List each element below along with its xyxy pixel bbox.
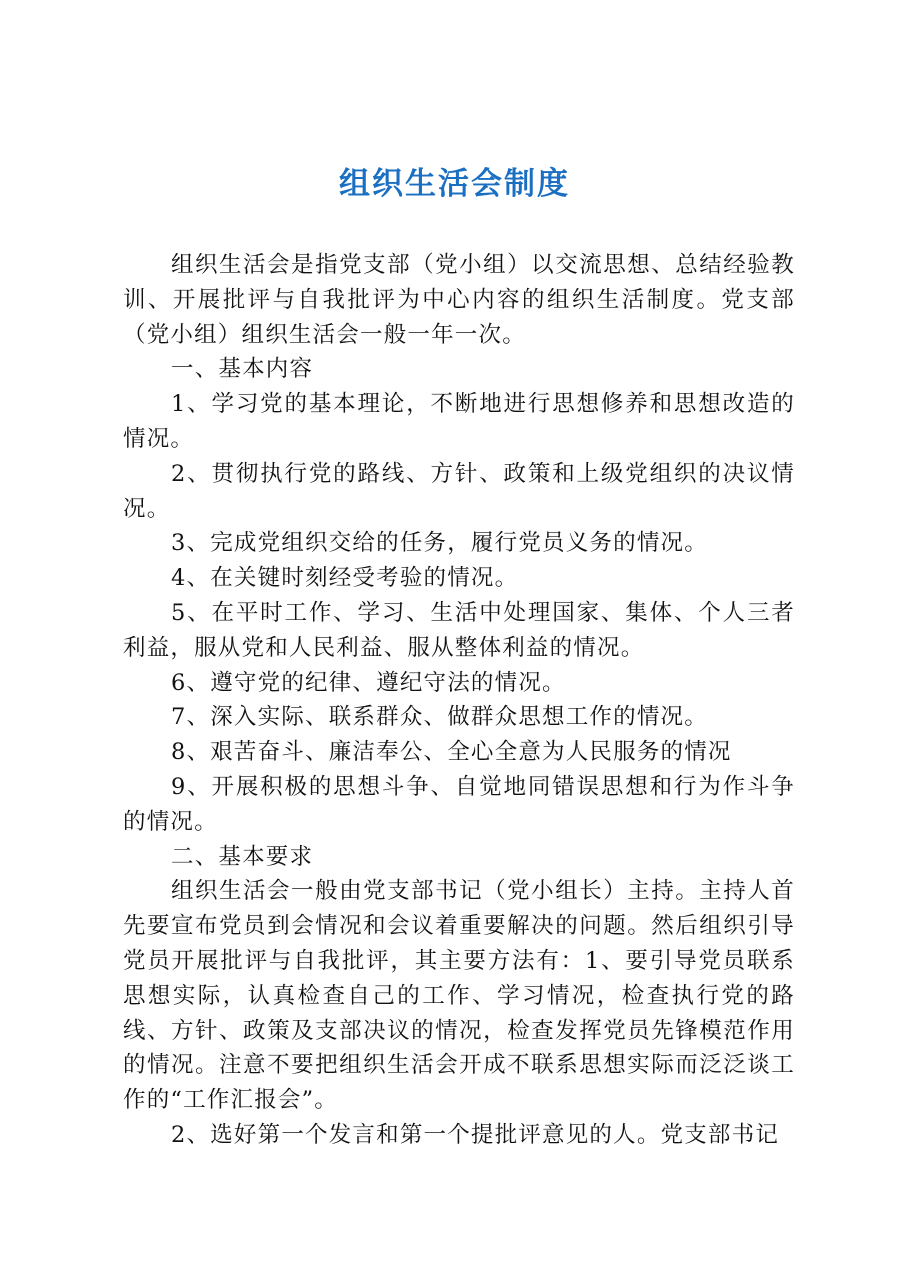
requirements-item-2: 2、选好第一个发言和第一个提批评意见的人。党支部书记 bbox=[171, 1121, 780, 1148]
content-item-4: 4、在关键时刻经受考验的情况。 bbox=[171, 565, 519, 592]
intro-paragraph: 组织生活会是指党支部（党小组）以交流思想、总结经验教训、开展批评与自我批评为中心内容的组织生活制度。党支部（党小组）组织生活会一般一年一次。 bbox=[123, 252, 795, 348]
document-title: 组织生活会制度 bbox=[339, 166, 570, 202]
section-heading-basic-content: 一、基本内容 bbox=[171, 356, 314, 383]
content-item-8: 8、艰苦奋斗、廉洁奉公、全心全意为人民服务的情况 bbox=[171, 739, 732, 766]
content-item-7: 7、深入实际、联系群众、做群众思想工作的情况。 bbox=[171, 704, 708, 731]
content-item-1: 1、学习党的基本理论，不断地进行思想修养和思想改造的情况。 bbox=[123, 391, 795, 452]
content-item-6: 6、遵守党的纪律、遵纪守法的情况。 bbox=[171, 669, 566, 696]
content-item-2: 2、贯彻执行党的路线、方针、政策和上级党组织的决议情况。 bbox=[123, 460, 795, 522]
content-item-3: 3、完成党组织交给的任务，履行党员义务的情况。 bbox=[171, 530, 708, 557]
document-body bbox=[123, 248, 795, 1153]
requirements-paragraph: 组织生活会一般由党支部书记（党小组长）主持。主持人首先要宣布党员到会情况和会议着重要解决的问题。然后组织引导党员开展批评与自我批评，其主要方法有：1、要引导党员联系思想实际，认真检查自己的工作、学习情况，检查执行党的路线、方针、政策及支部决议的情况，检查发挥党员先锋模范作用的情况。注意不要把组织生活会开成不联系思想实际而泛泛谈工作的“工作汇报会”。 bbox=[123, 878, 795, 1114]
section-heading-basic-requirements: 二、基本要求 bbox=[171, 843, 314, 870]
content-item-9: 9、开展积极的思想斗争、自觉地同错误思想和行为作斗争的情况。 bbox=[123, 773, 795, 835]
content-item-5: 5、在平时工作、学习、生活中处理国家、集体、个人三者利益，服从党和人民利益、服从整体利益的情况。 bbox=[123, 599, 795, 661]
